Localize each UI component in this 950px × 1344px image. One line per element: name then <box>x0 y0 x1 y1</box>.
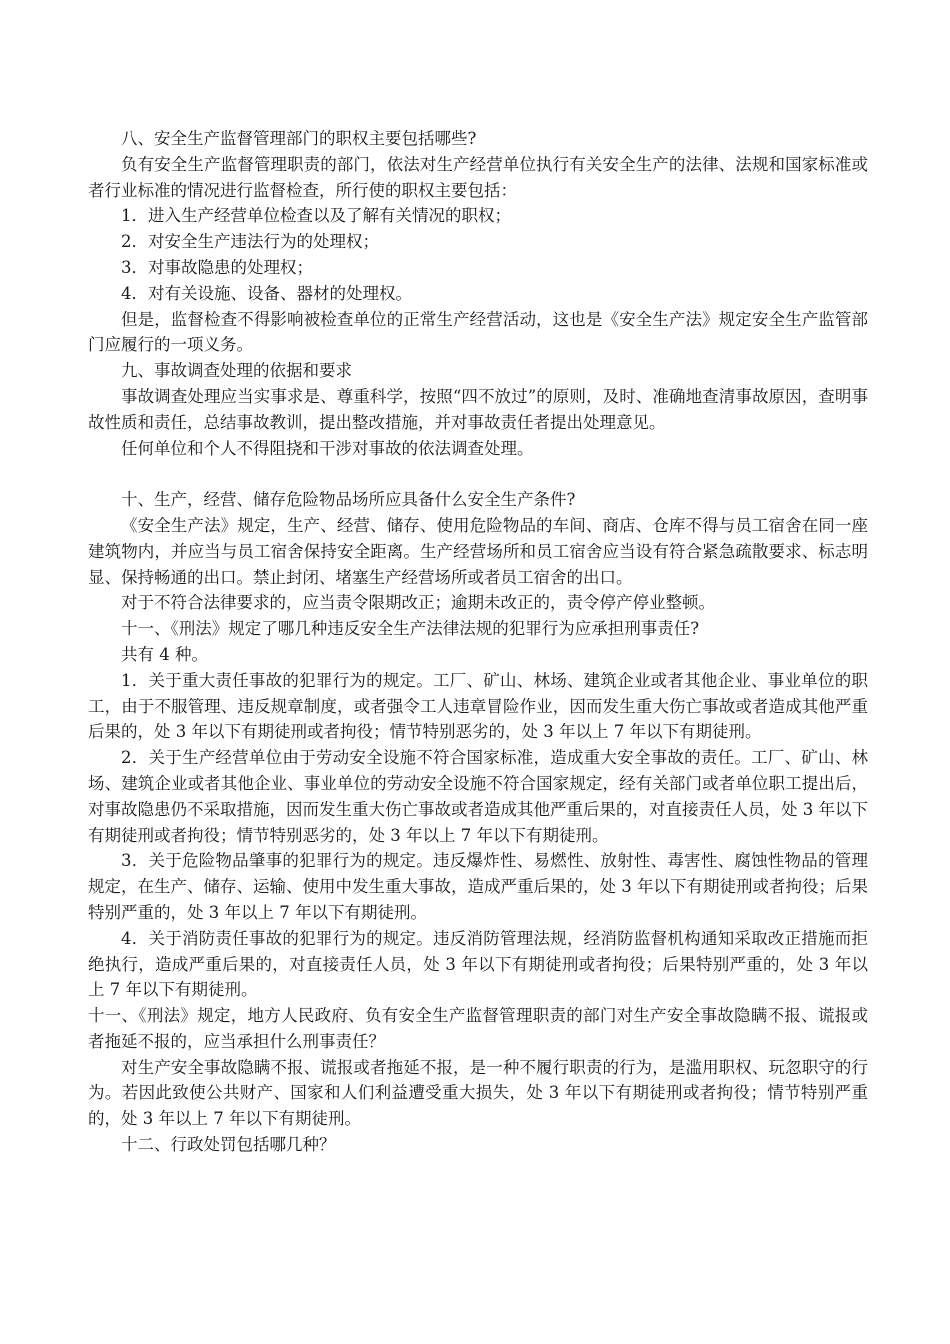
list-item: 4．对有关设施、设备、器材的处理权。 <box>121 283 412 303</box>
paragraph: 事故调查处理应当实事求是、尊重科学，按照“四不放过”的原则，及时、准确地查清事故原因，查明事故性质和责任，总结事故教训，提出整改措施，并对事故责任者提出处理意见。 <box>88 386 868 432</box>
paragraph: 任何单位和个人不得阻挠和干涉对事故的依法调查处理。 <box>121 438 534 458</box>
heading-11-b: 十一、《刑法》规定，地方人民政府、负有安全生产监督管理职责的部门对生产安全事故隐瞒不报、谎报或者拖延不报的，应当承担什么刑事责任？ <box>88 1006 868 1051</box>
paragraph: 但是，监督检查不得影响被检查单位的正常生产经营活动，这也是《安全生产法》规定安全生产监管部门应履行的一项义务。 <box>88 309 868 355</box>
blank-line <box>88 461 868 487</box>
paragraph: 共有 4 种。 <box>121 644 208 664</box>
heading-10: 十、生产，经营、储存危险物品场所应具备什么安全生产条件? <box>121 490 576 510</box>
list-item: 2．对安全生产违法行为的处理权； <box>121 232 379 252</box>
paragraph: 对于不符合法律要求的，应当责令限期改正；逾期未改正的，责令停产停业整顿。 <box>121 593 715 613</box>
list-item: 1．进入生产经营单位检查以及了解有关情况的职权； <box>121 206 511 226</box>
paragraph: 《安全生产法》规定，生产、经营、储存、使用危险物品的车间、商店、仓库不得与员工宿舍在同一座建筑物内，并应当与员工宿舍保持安全距离。生产经营场所和员工宿舍应当设有符合紧急疏散要求、标志明显、保持畅通的出口。禁止封闭、堵塞生产经营场所或者员工宿舍的出口。 <box>88 515 868 587</box>
paragraph: 负有安全生产监督管理职责的部门，依法对生产经营单位执行有关安全生产的法律、法规和国家标准或者行业标准的情况进行监督检查，所行使的职权主要包括： <box>88 154 868 200</box>
list-item: 1．关于重大责任事故的犯罪行为的规定。工厂、矿山、林场、建筑企业或者其他企业、事业单位的职工，由于不服管理、违反规章制度，或者强令工人违章冒险作业，因而发生重大伤亡事故或者造成其他严重后果的，处 3 年以下有期徒刑或者拘役；情节特别恶劣的，处 3 年以上 7 年以下有期徒刑。 <box>88 670 868 742</box>
list-item: 3．对事故隐患的处理权； <box>121 257 313 277</box>
list-item: 4．关于消防责任事故的犯罪行为的规定。违反消防管理法规，经消防监督机构通知采取改正措施而拒绝执行，造成严重后果的，对直接责任人员，处 3 年以下有期徒刑或者拘役；后果特别严重的，处 3 年以上 7 年以下有期徒刑。 <box>88 928 868 1000</box>
list-item: 3．关于危险物品肇事的犯罪行为的规定。违反爆炸性、易燃性、放射性、毒害性、腐蚀性物品的管理规定，在生产、储存、运输、使用中发生重大事故，造成严重后果的，处 3 年以下有期徒刑或者拘役；后果特别严重的，处 3 年以上 7 年以下有期徒刑。 <box>88 851 868 922</box>
list-item: 2．关于生产经营单位由于劳动安全设施不符合国家标准，造成重大安全事故的责任。工厂、矿山、林场、建筑企业或者其他企业、事业单位的劳动安全设施不符合国家规定，经有关部门或者单位职工提出后，对事故隐患仍不采取措施，因而发生重大伤亡事故或者造成其他严重后果的，对直接责任人员，处 3 年以下有期徒刑或者拘役；情节特别恶劣的，处 3 年以上 7 年以下有期徒刑。 <box>88 748 868 845</box>
heading-8: 八、安全生产监督管理部门的职权主要包括哪些? <box>121 129 477 148</box>
document-body <box>88 126 868 1158</box>
heading-9: 九、事故调查处理的依据和要求 <box>121 361 352 381</box>
heading-11: 十一、《刑法》规定了哪几种违反安全生产法律法规的犯罪行为应承担刑事责任? <box>121 619 700 639</box>
paragraph: 对生产安全事故隐瞒不报、谎报或者拖延不报，是一种不履行职责的行为，是滥用职权、玩忽职守的行为。若因此致使公共财产、国家和人们利益遭受重大损失，处 3 年以下有期徒刑或者拘役；情节特别严重的，处 3 年以上 7 年以下有期徒刑。 <box>88 1057 868 1129</box>
heading-12: 十二、行政处罚包括哪几种？ <box>121 1135 336 1155</box>
